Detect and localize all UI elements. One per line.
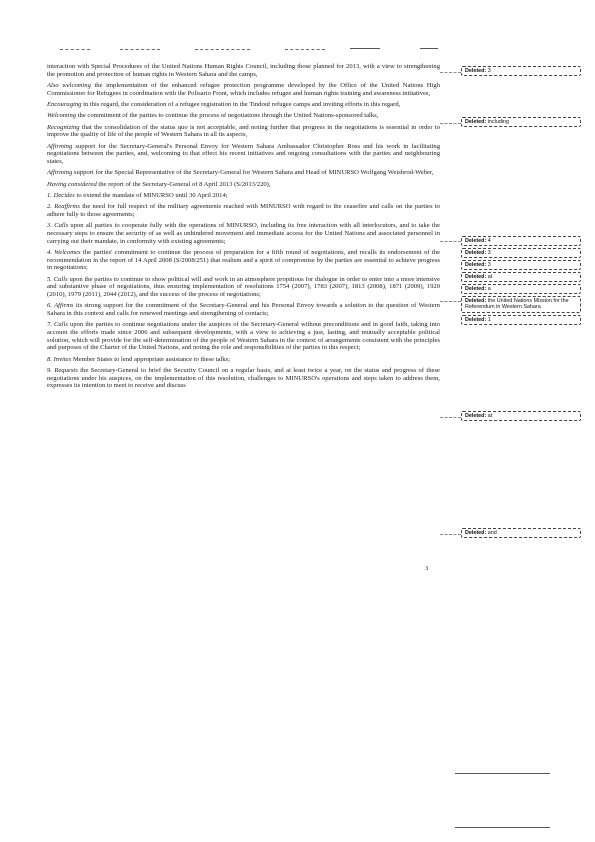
paragraph-text: the need for full respect of the military agreements reached with MINURSO with regard to the ceasefire and calls on the parties to adhere fully to those agreements;: [47, 203, 440, 218]
paragraph-lead: 5. Calls: [47, 275, 68, 283]
paragraph-lead: 3. Calls: [47, 222, 69, 230]
comment-label: Deleted:: [465, 413, 487, 419]
comment-balloon[interactable]: [461, 236, 581, 246]
comment-label: Deleted:: [465, 119, 487, 125]
preambular-paragraph: [47, 112, 440, 120]
comment-leader: [440, 417, 461, 418]
paragraph-lead: 1. Decides: [47, 191, 75, 199]
paragraph-lead: Encouraging: [47, 101, 82, 108]
paragraph-text: the implementation of the enhanced refugee protection programme developed by the Office of the United Nations High Commissioner for Refugees in coordination with the Polisario Front, which includes refugee and human rights training and awareness initiatives,: [47, 82, 440, 97]
preambular-paragraph: [47, 63, 440, 78]
paragraph-text: interaction with Special Procedures of the United Nations Human Rights Council, including those planned for 2013, with a view to strengthening the promotion and protection of human rights in Western Sahara and the camps,: [47, 63, 440, 78]
document-body: [47, 63, 440, 394]
comment-text: at: [486, 274, 493, 280]
comment-label: Deleted:: [465, 262, 487, 268]
comment-text: 3: [486, 262, 491, 268]
paragraph-text: support for the Special Representative of the Secretary-General for Western Sahara and Head of MINURSO Wolfgang Weisbrod-Weber,: [72, 169, 434, 177]
comment-label: Deleted:: [465, 274, 487, 280]
comment-text: 3: [486, 68, 491, 74]
comment-text: the United Nations Mission for the Referendum in Western Sahara: [465, 298, 569, 311]
operative-paragraph: [47, 249, 440, 272]
paragraph-text: upon the parties to continue to show political will and work in an atmosphere propitious for dialogue in order to enter into a more intensive and substantive phase of negotiations, thus ensuring implementation of resolutions 1754 (2007), 1783 (2007), 1813 (2008), 1871 (2009), 1920 (2010), 1979 (2011), 2044 (2012), and the success of the process of negotiations;: [47, 275, 440, 298]
paragraph-lead: Welcoming: [47, 112, 77, 120]
comment-text: and: [486, 530, 497, 536]
comment-balloon[interactable]: [461, 284, 581, 294]
comment-leader: [440, 72, 461, 73]
paragraph-lead: Also welcoming: [47, 82, 91, 89]
operative-paragraph: [47, 192, 440, 200]
paragraph-text: the parties' commitment to continue the process of preparation for a fifth round of negotiations, and recalls its endorsement of the recommendation in the report of 14 April 2008 (S/2008/251) that realism and a spirit of compromise by the parties are essential to achieve progress in negotiations;: [47, 248, 440, 272]
comment-balloon[interactable]: [461, 272, 581, 282]
paragraph-lead: Recognizing: [47, 123, 80, 131]
paragraph-text: Member States to lend appropriate assistance to these talks;: [71, 355, 230, 363]
preambular-paragraph: [47, 169, 440, 177]
paragraph-text: its strong support for the commitment of the Secretary-General and his Personal Envoy towards a solution to the question of Western Sahara in this context and calls for renewed meetings and strengthening of contacts;: [47, 302, 440, 317]
paragraph-lead: Having considered: [47, 180, 97, 188]
paragraph-lead: 7. Calls: [47, 321, 68, 329]
comment-label: Deleted:: [465, 317, 487, 323]
operative-paragraph: [47, 367, 440, 390]
header-rule: [420, 48, 438, 49]
comment-label: Deleted:: [465, 250, 487, 256]
paragraph-lead: Affirming: [47, 169, 73, 177]
paragraph-lead: 8. Invites: [47, 355, 72, 363]
preambular-paragraph: [47, 181, 440, 189]
comment-leader: [440, 241, 461, 242]
paragraph-lead: 4. Welcomes: [47, 248, 81, 256]
paragraph-text: the Secretary-General to brief the Security Council on a regular basis, and at least twice a year, on the status and progress of these negotiations under his auspices, on the implementation of this resolution, challenges to MINURSO's operations and steps taken to address them, expresses its intention to meet to receive and discuss: [47, 367, 440, 390]
operative-paragraph: [47, 356, 440, 364]
comment-balloon[interactable]: [461, 315, 581, 325]
comment-text: 3: [486, 250, 491, 256]
comment-leader: [440, 123, 461, 124]
operative-paragraph: [47, 276, 440, 299]
operative-paragraph: [47, 222, 440, 245]
paragraph-text: in this regard, the consideration of a refugee registration in the Tindouf refugee camps and inviting efforts in this regard,: [81, 101, 401, 108]
paragraph-text: support for the Secretary-General's Personal Envoy for Western Sahara Ambassador Christopher Ross and his work in facilitating negotiations between the parties, and, welcoming to that effect his recent initiatives and ongoing consultations with the parties and neighbouring states,: [47, 142, 440, 165]
comment-label: Deleted:: [465, 286, 487, 292]
comment-text: 4: [486, 238, 491, 244]
preambular-paragraph: [47, 124, 440, 139]
comment-text: a: [486, 286, 491, 292]
footer-rule: [455, 773, 550, 774]
paragraph-text: the report of the Secretary-General of 8 April 2013 (S/2013/220),: [96, 180, 271, 188]
comment-balloon[interactable]: [461, 296, 581, 313]
paragraph-lead: 6. Affirms: [47, 302, 74, 310]
paragraph-text: that the consolidation of the status quo is not acceptable, and noting further that progress in the negotiations is essential in order to improve the quality of life of the people of Western Sahara in all its aspects,: [47, 123, 440, 139]
comment-leader: [440, 301, 461, 302]
comment-balloon[interactable]: [461, 411, 581, 421]
header-rule: [195, 49, 250, 50]
comment-leader: [440, 534, 461, 535]
paragraph-text: the commitment of the parties to continue the process of negotiations through the United Nations-sponsored talks,: [76, 112, 379, 120]
header-rule: [60, 49, 90, 50]
comment-label: Deleted:: [465, 238, 487, 244]
comment-label: Deleted:: [465, 68, 487, 74]
comment-label: Deleted:: [465, 530, 487, 536]
comment-text: 1: [486, 317, 491, 323]
comment-balloon[interactable]: [461, 66, 581, 76]
comment-balloon[interactable]: [461, 528, 581, 538]
paragraph-text: upon all parties to cooperate fully with the operations of MINURSO, including its free interaction with all interlocutors, and to take the necessary steps to ensure the security of as well as unhindered movement and immediate access for the United Nations and associated personnel in carrying out their mandate, in conformity with existing agreements;: [47, 222, 440, 245]
preambular-paragraph: [47, 143, 440, 166]
preambular-paragraph: [47, 101, 440, 109]
comment-text: including: [486, 119, 510, 125]
comment-label: Deleted:: [465, 298, 487, 304]
comment-balloon[interactable]: [461, 117, 581, 127]
comment-balloon[interactable]: [461, 260, 581, 270]
header-rule: [120, 49, 160, 50]
operative-paragraph: [47, 321, 440, 352]
header-rule: [350, 48, 380, 49]
comment-balloon[interactable]: [461, 248, 581, 258]
paragraph-lead: Affirming: [47, 142, 73, 150]
preambular-paragraph: [47, 82, 440, 97]
operative-paragraph: [47, 203, 440, 218]
header-rule: [285, 49, 325, 50]
paragraph-text: upon the parties to continue negotiations under the auspices of the Secretary-General without preconditions and in good faith, taking into account the efforts made since 2006 and subsequent developments, with a view to achieving a just, lasting, and mutually acceptable political solution, which will provide for the self-determination of the people of Western Sahara in the context of arrangements consistent with the principles and purposes of the Charter of the United Nations, and noting the role and responsibilities of the parties in this respect;: [47, 321, 440, 352]
footer-rule: [455, 827, 550, 828]
paragraph-text: to extend the mandate of MINURSO until 30 April 2014;: [74, 191, 228, 199]
paragraph-lead: 2. Reaffirms: [47, 203, 80, 211]
page-number: 3: [425, 565, 429, 572]
paragraph-lead: 9. Requests: [47, 367, 78, 374]
operative-paragraph: [47, 302, 440, 317]
comment-text: at: [486, 413, 493, 419]
